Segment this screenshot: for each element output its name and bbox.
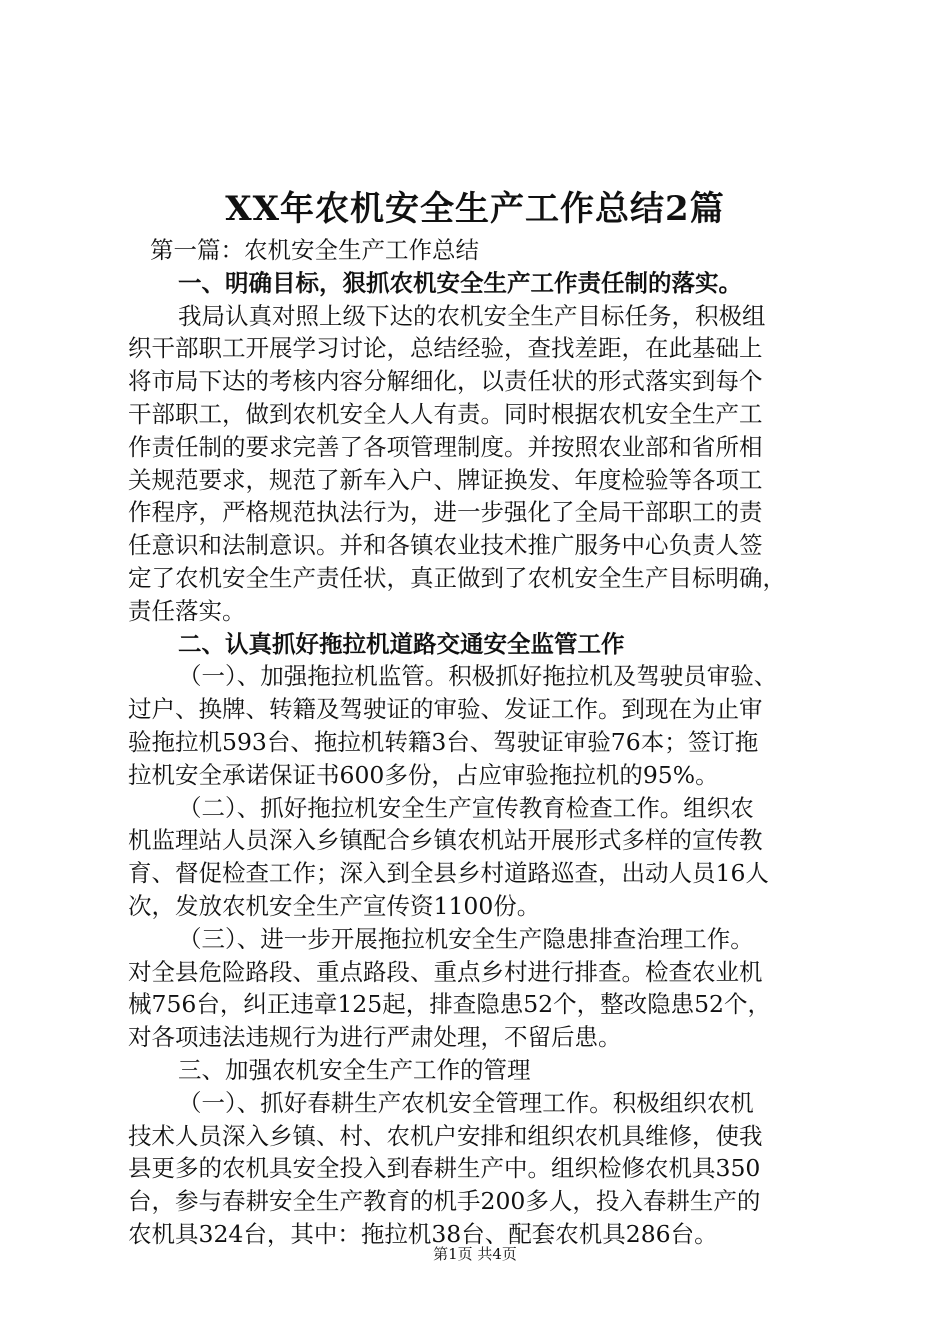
text-line: 织干部职工开展学习讨论，总结经验，查找差距，在此基础上 xyxy=(128,334,763,363)
text-line: 作责任制的要求完善了各项管理制度。并按照农业部和省所相 xyxy=(128,432,763,461)
text-line: 将市局下达的考核内容分解细化，以责任状的形式落实到每个 xyxy=(128,367,763,396)
text-line: 拉机安全承诺保证书600多份，占应审验拖拉机的95%。 xyxy=(128,760,719,789)
text-line: （一）、抓好春耕生产农机安全管理工作。积极组织农机 xyxy=(178,1088,754,1117)
text-line: 次，发放农机安全生产宣传资1100份。 xyxy=(128,891,541,920)
text-line: （一）、加强拖拉机监管。积极抓好拖拉机及驾驶员审验、 xyxy=(178,662,778,691)
text-line: 作程序，严格规范执法行为，进一步强化了全局干部职工的责 xyxy=(128,498,763,527)
text-line: 机监理站人员深入乡镇配合乡镇农机站开展形式多样的宣传教 xyxy=(128,826,763,855)
text-line: 县更多的农机具安全投入到春耕生产中。组织检修农机具350 xyxy=(128,1154,761,1183)
text-line: 对各项违法违规行为进行严肃处理，不留后患。 xyxy=(128,1023,622,1052)
text-line: （三）、进一步开展拖拉机安全生产隐患排查治理工作。 xyxy=(178,924,754,953)
text-line: 责任落实。 xyxy=(128,596,246,625)
text-line: 对全县危险路段、重点路段、重点乡村进行排查。检查农业机 xyxy=(128,957,763,986)
text-line: 我局认真对照上级下达的农机安全生产目标任务，积极组 xyxy=(178,301,766,330)
text-line: 第一篇：农机安全生产工作总结 xyxy=(150,236,479,264)
page-footer: 第1页 共4页 xyxy=(433,1245,517,1263)
text-line: 技术人员深入乡镇、村、农机户安排和组织农机具维修，使我 xyxy=(128,1121,763,1150)
text-line: 过户、换牌、转籍及驾驶证的审验、发证工作。到现在为止审 xyxy=(128,695,763,724)
text-line: 育、督促检查工作；深入到全县乡村道路巡查，出动人员16人 xyxy=(128,859,769,888)
text-line: 一、明确目标，狠抓农机安全生产工作责任制的落实。 xyxy=(178,268,742,297)
text-line: 定了农机安全生产责任状，真正做到了农机安全生产目标明确， xyxy=(128,563,786,592)
text-line: 农机具324台，其中：拖拉机38台、配套农机具286台。 xyxy=(128,1219,718,1248)
document-title: XX年农机安全生产工作总结2篇 xyxy=(225,189,725,229)
text-line: 验拖拉机593台、拖拉机转籍3台、驾驶证审验76本；签订拖 xyxy=(128,727,759,756)
text-line: 干部职工，做到农机安全人人有责。同时根据农机安全生产工 xyxy=(128,399,763,428)
text-line: 关规范要求，规范了新车入户、牌证换发、年度检验等各项工 xyxy=(128,465,763,494)
document-body xyxy=(128,234,840,1251)
text-line: 二、认真抓好拖拉机道路交通安全监管工作 xyxy=(178,629,625,658)
text-line: 三、加强农机安全生产工作的管理 xyxy=(178,1055,531,1084)
text-line: 任意识和法制意识。并和各镇农业技术推广服务中心负责人签 xyxy=(128,531,763,560)
text-line: 械756台，纠正违章125起，排查隐患52个，整改隐患52个， xyxy=(128,990,772,1019)
text-line: （二）、抓好拖拉机安全生产宣传教育检查工作。组织农 xyxy=(178,793,754,822)
text-line: 台，参与春耕安全生产教育的机手200多人，投入春耕生产的 xyxy=(128,1187,761,1216)
